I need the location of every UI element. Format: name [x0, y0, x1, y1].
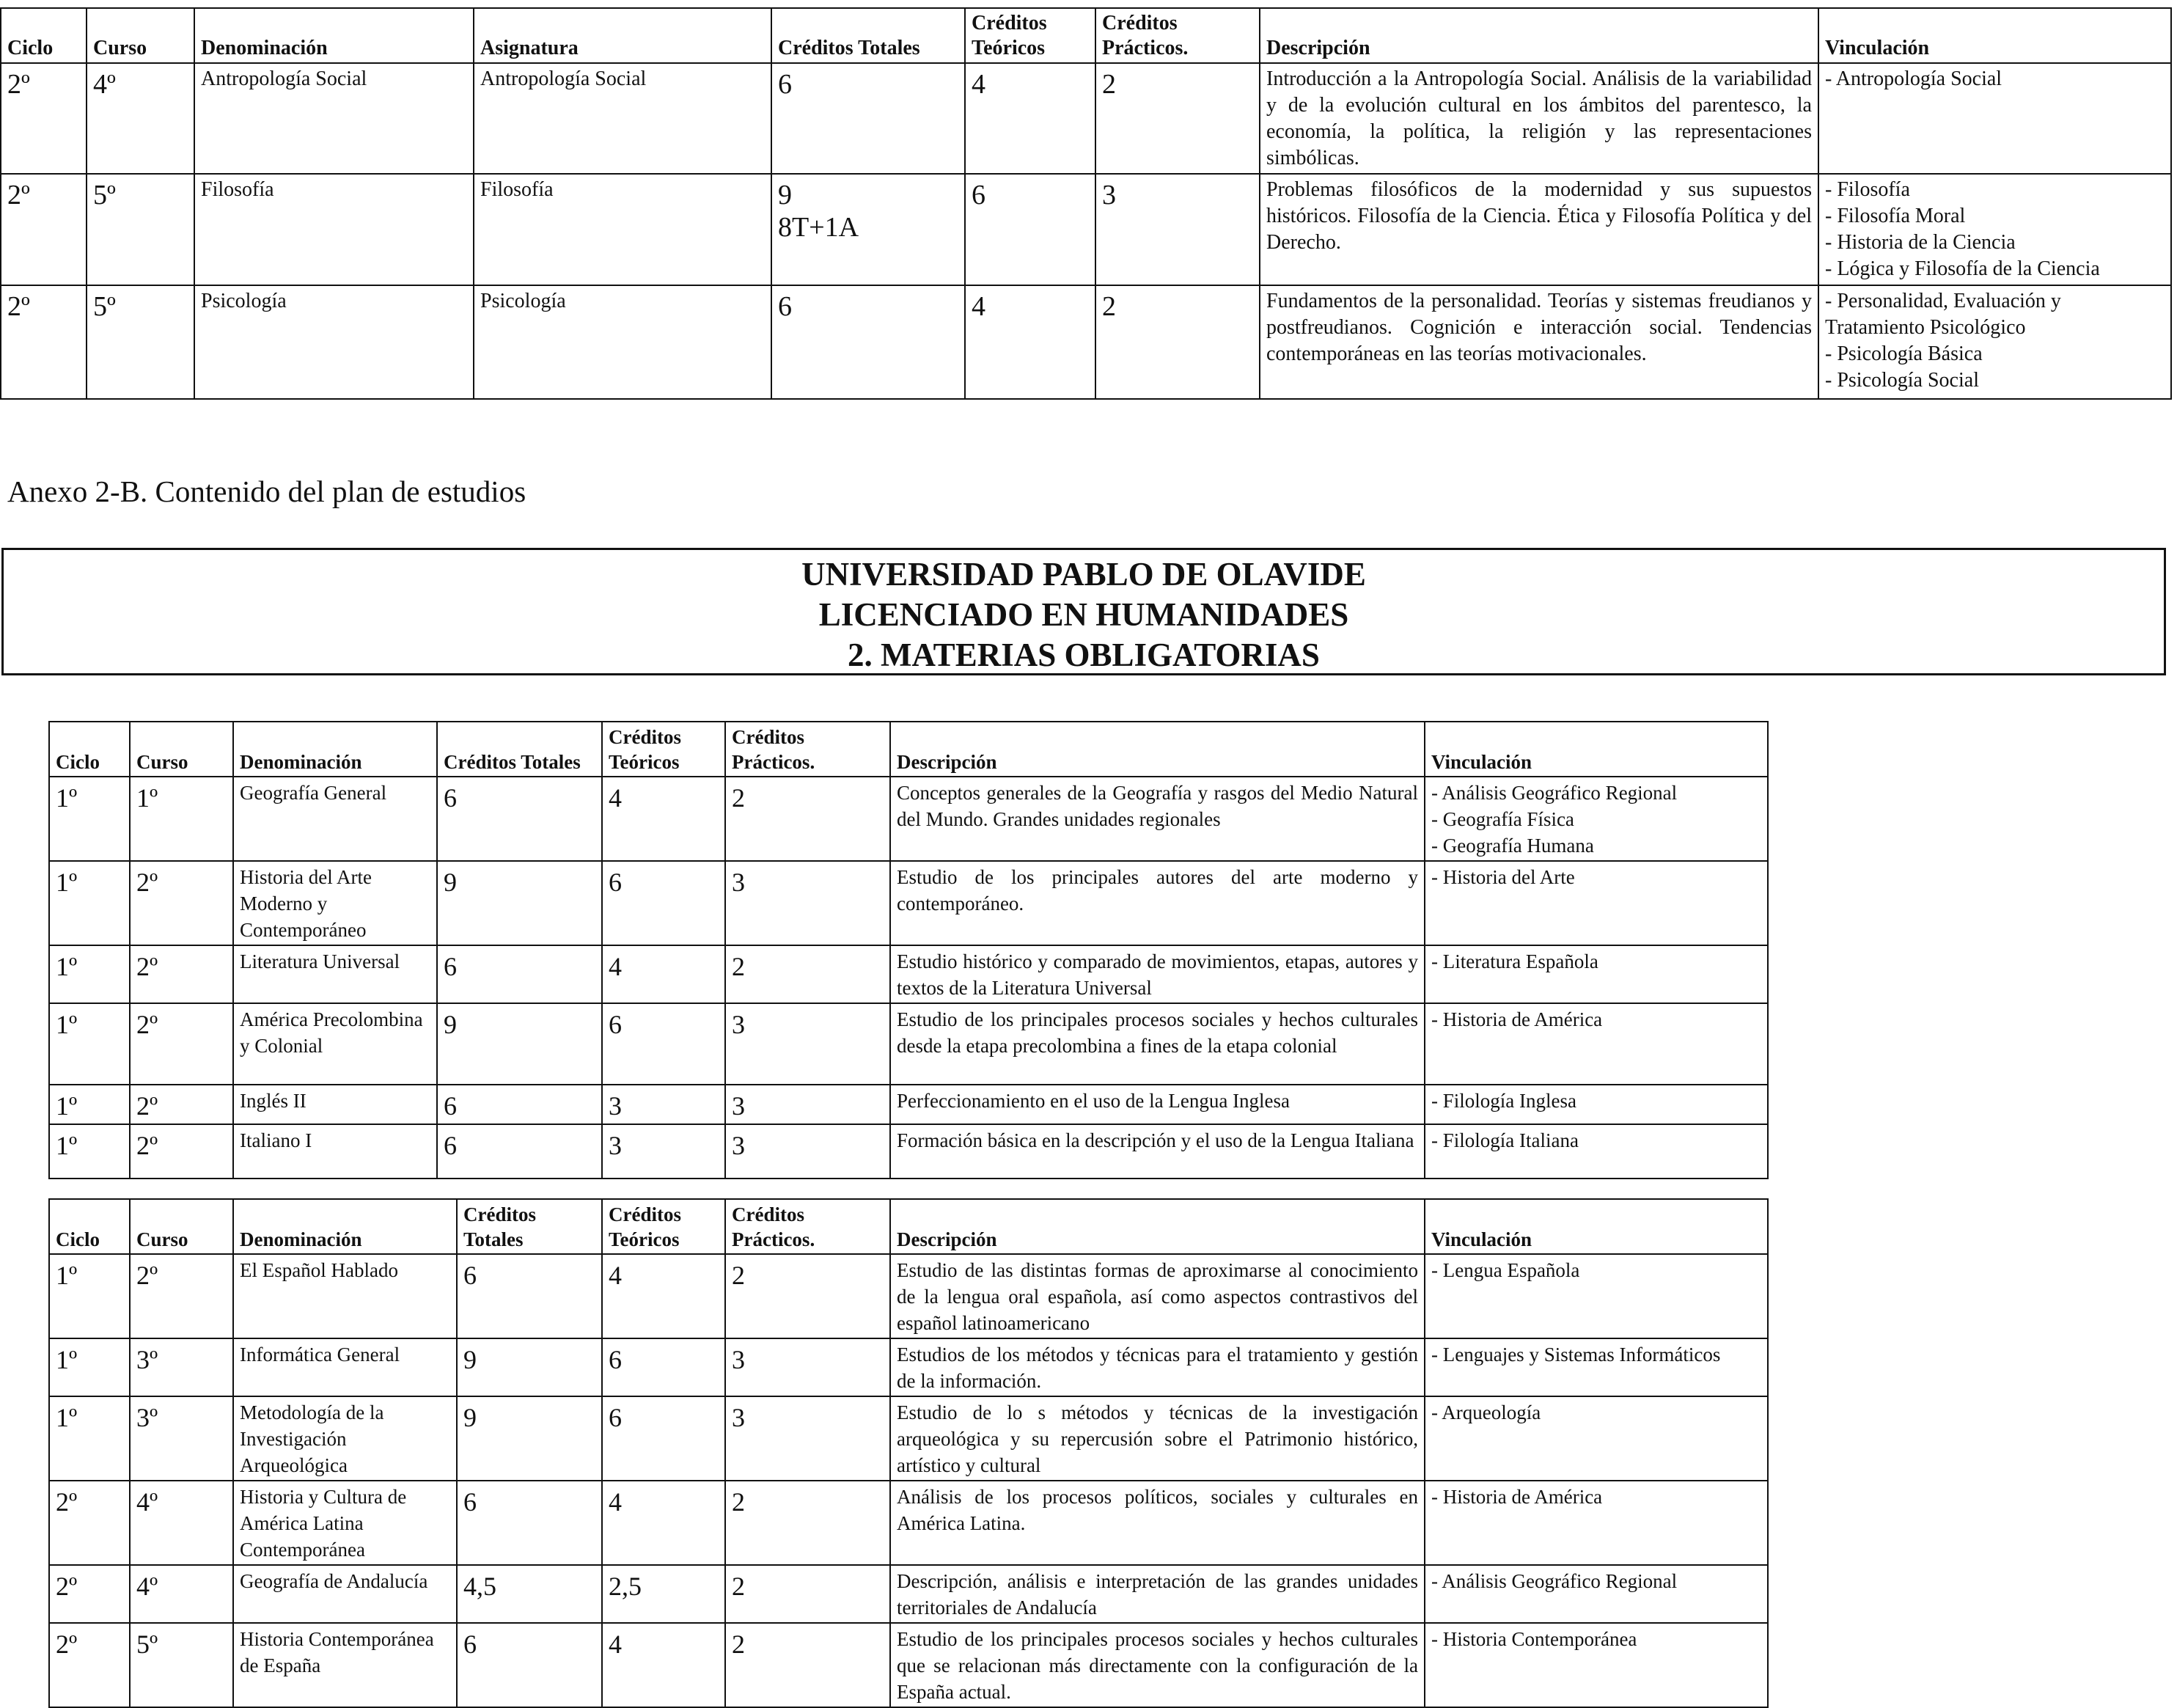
- creditos-practicos-cell: 3: [1095, 174, 1260, 285]
- creditos-practicos-cell: 2: [725, 1623, 890, 1707]
- curso-cell: 4º: [130, 1481, 233, 1565]
- column-header-ciclo: Ciclo: [49, 722, 130, 777]
- creditos-teoricos-cell: 3: [602, 1085, 725, 1124]
- vinculacion-item: - Filología Italiana: [1431, 1129, 1579, 1151]
- column-header-creditos-totales: Créditos Totales: [457, 1199, 602, 1254]
- vinculacion-item: - Geografía Física: [1431, 808, 1574, 830]
- column-header-creditos-teoricos: Créditos Teóricos: [602, 722, 725, 777]
- descripcion-cell: Estudio de los principales autores del arte moderno y contemporáneo.: [890, 861, 1425, 945]
- vinculacion-cell: [1818, 174, 2171, 285]
- vinculacion-item: - Literatura Española: [1431, 950, 1598, 972]
- curso-cell: 1º: [130, 777, 233, 861]
- denominacion-cell: Literatura Universal: [233, 945, 437, 1003]
- creditos-totales-cell: 6: [437, 1124, 602, 1179]
- creditos-practicos-cell: 2: [725, 945, 890, 1003]
- vinculacion-item: - Análisis Geográfico Regional: [1431, 782, 1678, 804]
- curso-cell: 4º: [87, 63, 194, 174]
- denominacion-cell: Informática General: [233, 1338, 457, 1396]
- ciclo-cell: 1º: [49, 777, 130, 861]
- header-row: [49, 1199, 1768, 1254]
- column-header-creditos-totales: Créditos Totales: [437, 722, 602, 777]
- creditos-totales-cell: 6: [457, 1254, 602, 1338]
- ciclo-cell: 1º: [49, 1124, 130, 1179]
- descripcion-cell: Problemas filosóficos de la modernidad y sus supuestos históricos. Filosofía de la Ciencia. Ética y Filosofía Política y del Derecho.: [1260, 174, 1818, 285]
- table-row: [49, 1124, 1768, 1179]
- vinculacion-item: - Análisis Geográfico Regional: [1431, 1570, 1678, 1592]
- vinculacion-cell: [1425, 777, 1768, 861]
- column-header-vinculacion: Vinculación: [1818, 8, 2171, 63]
- creditos-practicos-cell: 3: [725, 1396, 890, 1481]
- creditos-practicos-cell: 2: [1095, 63, 1260, 174]
- vinculacion-item: - Psicología Básica: [1825, 342, 1983, 365]
- ciclo-cell: 1º: [49, 1396, 130, 1481]
- creditos-teoricos-cell: 6: [965, 174, 1095, 285]
- curso-cell: 2º: [130, 1254, 233, 1338]
- descripcion-cell: Estudio histórico y comparado de movimientos, etapas, autores y textos de la Literatura Universal: [890, 945, 1425, 1003]
- descripcion-cell: Perfeccionamiento en el uso de la Lengua Inglesa: [890, 1085, 1425, 1124]
- vinculacion-cell: [1425, 861, 1768, 945]
- vinculacion-item: - Antropología Social: [1825, 67, 2002, 90]
- vinculacion-item: - Lengua Española: [1431, 1259, 1580, 1281]
- creditos-teoricos-cell: 4: [965, 285, 1095, 399]
- vinculacion-cell: [1818, 285, 2171, 399]
- vinculacion-item: - Personalidad, Evaluación y Tratamiento Psicológico: [1825, 290, 2061, 339]
- denominacion-cell: Psicología: [194, 285, 474, 399]
- curso-cell: 2º: [130, 1124, 233, 1179]
- vinculacion-item: - Lógica y Filosofía de la Ciencia: [1825, 257, 2100, 280]
- denominacion-cell: Antropología Social: [194, 63, 474, 174]
- column-header-ciclo: Ciclo: [1, 8, 87, 63]
- vinculacion-item: - Historia Contemporánea: [1431, 1628, 1637, 1650]
- vinculacion-cell: [1425, 945, 1768, 1003]
- table-row: [49, 1565, 1768, 1623]
- column-header-creditos-practicos: Créditos Prácticos.: [1095, 8, 1260, 63]
- creditos-practicos-cell: 3: [725, 1003, 890, 1085]
- creditos-totales-cell: 9: [437, 861, 602, 945]
- creditos-practicos-cell: 2: [725, 1565, 890, 1623]
- document-banner: [1, 548, 2166, 675]
- ciclo-cell: 1º: [49, 861, 130, 945]
- asignatura-cell: Filosofía: [474, 174, 771, 285]
- column-header-curso: Curso: [130, 1199, 233, 1254]
- curso-cell: 2º: [130, 945, 233, 1003]
- ciclo-cell: 2º: [49, 1481, 130, 1565]
- denominacion-cell: Italiano I: [233, 1124, 437, 1179]
- vinculacion-item: - Filosofía: [1825, 178, 1910, 201]
- ciclo-cell: 2º: [1, 285, 87, 399]
- mandatory-subjects-table-1: [48, 721, 1769, 1179]
- curso-cell: 5º: [130, 1623, 233, 1707]
- descripcion-cell: Descripción, análisis e interpretación de las grandes unidades territoriales de Andalucía: [890, 1565, 1425, 1623]
- denominacion-cell: Metodología de la Investigación Arqueológica: [233, 1396, 457, 1481]
- curso-cell: 5º: [87, 174, 194, 285]
- denominacion-cell: América Precolombina y Colonial: [233, 1003, 437, 1085]
- curso-cell: 3º: [130, 1338, 233, 1396]
- vinculacion-item: - Historia de la Ciencia: [1825, 231, 2016, 254]
- descripcion-cell: Estudio de lo s métodos y técnicas de la investigación arqueológica y su repercusión sobre el Patrimonio histórico, artístico y cultural: [890, 1396, 1425, 1481]
- denominacion-cell: Historia y Cultura de América Latina Contemporánea: [233, 1481, 457, 1565]
- annex-title: Anexo 2-B. Contenido del plan de estudios: [7, 474, 526, 508]
- column-header-creditos-totales: Créditos Totales: [771, 8, 965, 63]
- vinculacion-item: - Historia de América: [1431, 1008, 1603, 1030]
- vinculacion-cell: [1425, 1338, 1768, 1396]
- vinculacion-item: - Historia de América: [1431, 1486, 1603, 1508]
- ciclo-cell: 1º: [49, 1338, 130, 1396]
- column-header-vinculacion: Vinculación: [1425, 722, 1768, 777]
- ciclo-cell: 2º: [1, 174, 87, 285]
- descripcion-cell: Estudio de los principales procesos sociales y hechos culturales que se relacionan más directamente con la configuración de la España actual.: [890, 1623, 1425, 1707]
- mandatory-subjects-table-2: [48, 1198, 1769, 1708]
- header-row: [49, 722, 1768, 777]
- table-row: [49, 861, 1768, 945]
- vinculacion-cell: [1425, 1565, 1768, 1623]
- banner-section: 2. MATERIAS OBLIGATORIAS: [848, 637, 1320, 673]
- creditos-totales-cell: 9: [457, 1396, 602, 1481]
- vinculacion-item: - Arqueología: [1431, 1401, 1541, 1423]
- column-header-ciclo: Ciclo: [49, 1199, 130, 1254]
- creditos-practicos-cell: 3: [725, 1124, 890, 1179]
- creditos-totales-cell: 9: [457, 1338, 602, 1396]
- table-row: [49, 1623, 1768, 1707]
- asignatura-cell: Psicología: [474, 285, 771, 399]
- column-header-creditos-practicos: Créditos Prácticos.: [725, 722, 890, 777]
- creditos-totales-cell: 9: [437, 1003, 602, 1085]
- descripcion-cell: Estudios de los métodos y técnicas para el tratamiento y gestión de la información.: [890, 1338, 1425, 1396]
- column-header-curso: Curso: [87, 8, 194, 63]
- descripcion-cell: Análisis de los procesos políticos, sociales y culturales en América Latina.: [890, 1481, 1425, 1565]
- creditos-teoricos-cell: 2,5: [602, 1565, 725, 1623]
- ciclo-cell: 1º: [49, 1254, 130, 1338]
- descripcion-cell: Fundamentos de la personalidad. Teorías y sistemas freudianos y postfreudianos. Cognición e interacción social. Tendencias contemporáneas en las teorías motivacionales.: [1260, 285, 1818, 399]
- column-header-denominacion: Denominación: [194, 8, 474, 63]
- vinculacion-cell: [1425, 1623, 1768, 1707]
- creditos-practicos-cell: 2: [725, 1481, 890, 1565]
- creditos-teoricos-cell: 6: [602, 1003, 725, 1085]
- descripcion-cell: Estudio de las distintas formas de aproximarse al conocimiento de la lengua oral española, así como aspectos contrastivos del español latinoamericano: [890, 1254, 1425, 1338]
- descripcion-cell: Formación básica en la descripción y el uso de la Lengua Italiana: [890, 1124, 1425, 1179]
- column-header-descripcion: Descripción: [1260, 8, 1818, 63]
- vinculacion-cell: [1425, 1124, 1768, 1179]
- curso-cell: 2º: [130, 1085, 233, 1124]
- column-header-creditos-practicos: Créditos Prácticos.: [725, 1199, 890, 1254]
- vinculacion-cell: [1425, 1481, 1768, 1565]
- column-header-creditos-teoricos: Créditos Teóricos: [602, 1199, 725, 1254]
- creditos-practicos-cell: 2: [725, 1254, 890, 1338]
- creditos-teoricos-cell: 6: [602, 861, 725, 945]
- creditos-totales-cell: 6: [437, 777, 602, 861]
- denominacion-cell: Filosofía: [194, 174, 474, 285]
- creditos-teoricos-cell: 3: [602, 1124, 725, 1179]
- header-row: [1, 8, 2171, 63]
- denominacion-cell: Geografía General: [233, 777, 437, 861]
- creditos-practicos-cell: 3: [725, 861, 890, 945]
- table-row: [49, 945, 1768, 1003]
- curso-cell: 3º: [130, 1396, 233, 1481]
- vinculacion-item: - Filosofía Moral: [1825, 205, 1966, 227]
- asignatura-cell: Antropología Social: [474, 63, 771, 174]
- curso-cell: 2º: [130, 1003, 233, 1085]
- creditos-practicos-cell: 2: [725, 777, 890, 861]
- column-header-curso: Curso: [130, 722, 233, 777]
- table-row: [1, 285, 2171, 399]
- table-row: [1, 174, 2171, 285]
- vinculacion-cell: [1425, 1254, 1768, 1338]
- column-header-descripcion: Descripción: [890, 722, 1425, 777]
- creditos-totales-cell: 4,5: [457, 1565, 602, 1623]
- denominacion-cell: Inglés II: [233, 1085, 437, 1124]
- banner-university: UNIVERSIDAD PABLO DE OLAVIDE: [801, 556, 1366, 593]
- ciclo-cell: 1º: [49, 1085, 130, 1124]
- creditos-totales-cell: 9 8T+1A: [771, 174, 965, 285]
- ciclo-cell: 1º: [49, 1003, 130, 1085]
- table-row: [49, 1085, 1768, 1124]
- table-row: [1, 63, 2171, 174]
- ciclo-cell: 2º: [49, 1565, 130, 1623]
- table-row: [49, 1254, 1768, 1338]
- banner-degree: LICENCIADO EN HUMANIDADES: [818, 596, 1349, 633]
- curso-cell: 2º: [130, 861, 233, 945]
- creditos-teoricos-cell: 4: [602, 1623, 725, 1707]
- creditos-teoricos-cell: 4: [602, 945, 725, 1003]
- denominacion-cell: El Español Hablado: [233, 1254, 457, 1338]
- creditos-totales-cell: 6: [771, 63, 965, 174]
- creditos-practicos-cell: 2: [1095, 285, 1260, 399]
- table-row: [49, 1003, 1768, 1085]
- creditos-teoricos-cell: 4: [602, 1481, 725, 1565]
- denominacion-cell: Geografía de Andalucía: [233, 1565, 457, 1623]
- creditos-totales-cell: 6: [457, 1481, 602, 1565]
- vinculacion-item: - Historia del Arte: [1431, 866, 1575, 888]
- curso-cell: 5º: [87, 285, 194, 399]
- ciclo-cell: 2º: [1, 63, 87, 174]
- table-row: [49, 777, 1768, 861]
- creditos-practicos-cell: 3: [725, 1085, 890, 1124]
- vinculacion-cell: [1425, 1003, 1768, 1085]
- descripcion-cell: Estudio de los principales procesos sociales y hechos culturales desde la etapa precolombina a fines de la etapa colonial: [890, 1003, 1425, 1085]
- table-row: [49, 1396, 1768, 1481]
- creditos-totales-cell: 6: [771, 285, 965, 399]
- creditos-teoricos-cell: 4: [602, 1254, 725, 1338]
- creditos-teoricos-cell: 4: [965, 63, 1095, 174]
- descripcion-cell: Introducción a la Antropología Social. Análisis de la variabilidad y de la evolución cultural en los ámbitos del parentesco, la economía, la política, la religión y las representaciones simbólicas.: [1260, 63, 1818, 174]
- denominacion-cell: Historia del Arte Moderno y Contemporáneo: [233, 861, 437, 945]
- vinculacion-item: - Filología Inglesa: [1431, 1090, 1576, 1112]
- vinculacion-item: - Psicología Social: [1825, 369, 1979, 392]
- descripcion-cell: Conceptos generales de la Geografía y rasgos del Medio Natural del Mundo. Grandes unidades regionales: [890, 777, 1425, 861]
- creditos-practicos-cell: 3: [725, 1338, 890, 1396]
- creditos-totales-cell: 6: [437, 1085, 602, 1124]
- curso-cell: 4º: [130, 1565, 233, 1623]
- creditos-teoricos-cell: 4: [602, 777, 725, 861]
- column-header-descripcion: Descripción: [890, 1199, 1425, 1254]
- vinculacion-cell: [1818, 63, 2171, 174]
- ciclo-cell: 1º: [49, 945, 130, 1003]
- column-header-denominacion: Denominación: [233, 1199, 457, 1254]
- creditos-teoricos-cell: 6: [602, 1396, 725, 1481]
- creditos-totales-cell: 6: [437, 945, 602, 1003]
- column-header-vinculacion: Vinculación: [1425, 1199, 1768, 1254]
- vinculacion-item: - Geografía Humana: [1431, 835, 1594, 857]
- column-header-creditos-teoricos: Créditos Teóricos: [965, 8, 1095, 63]
- vinculacion-cell: [1425, 1085, 1768, 1124]
- column-header-asignatura: Asignatura: [474, 8, 771, 63]
- table-row: [49, 1338, 1768, 1396]
- column-header-denominacion: Denominación: [233, 722, 437, 777]
- creditos-teoricos-cell: 6: [602, 1338, 725, 1396]
- vinculacion-cell: [1425, 1396, 1768, 1481]
- table-row: [49, 1481, 1768, 1565]
- denominacion-cell: Historia Contemporánea de España: [233, 1623, 457, 1707]
- ciclo-cell: 2º: [49, 1623, 130, 1707]
- top-subjects-table: [0, 7, 2172, 400]
- vinculacion-item: - Lenguajes y Sistemas Informáticos: [1431, 1344, 1721, 1366]
- creditos-totales-cell: 6: [457, 1623, 602, 1707]
